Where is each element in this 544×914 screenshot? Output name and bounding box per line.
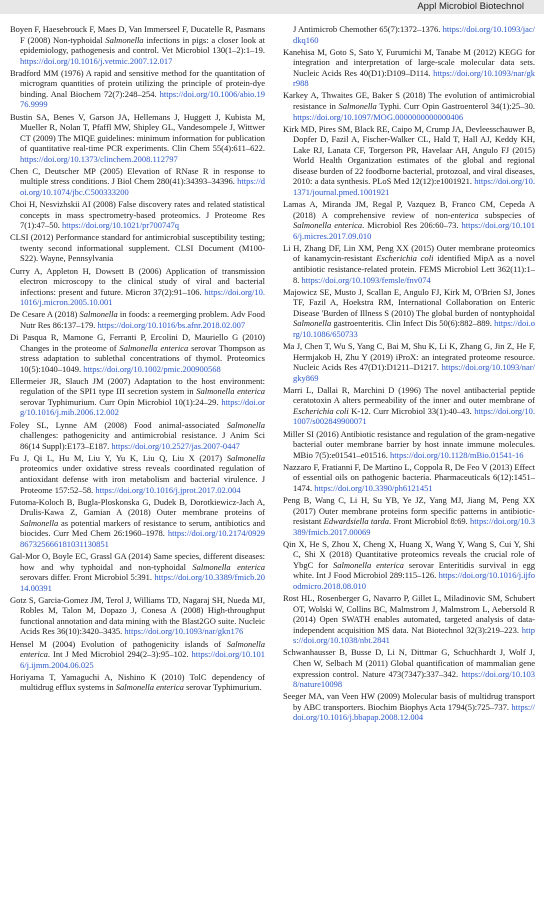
reference-italic-text: Salmonella (226, 452, 265, 463)
reference-text: Hensel M (2004) Evolution of pathogenicity islands of (10, 638, 227, 649)
reference-text: Gotz S, Garcia-Gomez JM, Terol J, Williams TD, Nagaraj SH, Nueda MJ, Robles M, Talon M, Dopazo J, Conesa A (2008) High-throughput functional annotation and data mining with the Blast2GO suite. Nucleic Acids Res 36(10):3420–3435. (10, 594, 265, 637)
reference-text: serovar Enteritidis survival in egg white. Int J Food Microbiol 289:115–126. (293, 559, 535, 581)
reference-entry (283, 199, 535, 241)
reference-italic-text: Salmonella (226, 419, 265, 430)
doi-link[interactable]: https://doi.org/10.1016/j.micres.2017.09.010 (293, 220, 535, 241)
reference-entry (283, 647, 535, 689)
doi-link[interactable]: https://doi.org/10.1002/pmic.200900568 (83, 363, 221, 374)
reference-entry (283, 495, 535, 537)
doi-link[interactable]: https://doi.org/10.1016/j.vetmic.2007.12.017 (20, 55, 173, 66)
doi-link[interactable]: https://doi.org/10.1038/nbt.2841 (293, 624, 535, 646)
reference-text: Nazzaro F, Fratianni F, De Martino L, Coppola R, De Feo V (2013) Effect of essential oils on pathogenic bacteria. Pharmaceuticals 6(12):1451–1474. (283, 461, 535, 493)
reference-text: Seeger MA, van Veen HW (2009) Molecular basis of multidrug transport by ABC transporters. Biochim Biophys Acta 1794(5):725–737. (283, 691, 535, 712)
doi-link[interactable]: https://doi.org/10.1007/s002849900071 (293, 405, 535, 427)
reference-italic-text: Salmonella enterica (115, 682, 184, 693)
reference-entry (10, 68, 265, 110)
reference-text: Schwanhausser B, Busse D, Li N, Dittmar G, Schuchhardt J, Wolf J, Chen W, Selbach M (2011) Global quantification of mammalian gene expression control. Nature 473(7347):337–342. (283, 647, 535, 679)
doi-link[interactable]: https://doi.org/10.1128/mBio.01541-16 (390, 449, 524, 460)
reference-text: Ma J, Chen T, Wu S, Yang C, Bai M, Shu K, Li K, Zhang G, Jin Z, He F, Hermjakob H, Zhu Y (2019) iProX: an integrated proteome resource. Nucleic Acids Res 47(D1):D1211–D1217. (283, 341, 535, 373)
reference-entry (283, 429, 535, 461)
reference-italic-text: Salmonella (105, 34, 144, 45)
reference-text: Typhi. Curr Opin Gastroenterol 34(1):25–30. (376, 101, 536, 112)
reference-text: Qin X, He S, Zhou X, Cheng X, Huang X, Wang Y, Wang S, Cui Y, Shi C, Shi X (2018) Quantitative proteomics reveals the crucial role of YbgC for (283, 538, 535, 570)
reference-text: De Cesare A (2018) (10, 309, 80, 320)
reference-entry (10, 376, 265, 418)
reference-entry (283, 47, 535, 89)
reference-text: CLSI (2012) Performance standard for antimicrobial susceptibility testing; twenty second informational supplement. CLSI Document (M100-S22). Wayne, Pennsylvania (10, 232, 265, 264)
reference-italic-text: Salmonella (293, 318, 332, 329)
reference-text: K-12. Curr Microbiol 33(1):40–43. (348, 405, 475, 416)
reference-text: challenges: pathogenicity and antimicrobial resistance. J Anim Sci 86(14 Suppl):E173–E187. (20, 430, 265, 451)
doi-link[interactable]: https://doi.org/10.1093/nar/gkr988 (293, 67, 535, 89)
reference-italic-text: Salmonella enterica (192, 561, 265, 572)
reference-text: Marri L, Dallai R, Marchini D (1996) The novel antibacterial peptide ceratotoxin A alters permeability of the inner and outer membrane of (283, 384, 535, 406)
doi-link[interactable]: https://doi.org/10.1016/j.ijmm.2004.06.025 (20, 649, 265, 670)
reference-text: Karkey A, Thwaites GE, Baker S (2018) The evolution of antimicrobial resistance in (283, 90, 535, 112)
reference-text: Ellermeier JR, Slauch JM (2007) Adaptation to the host environment: regulation of the SPI1 type III secretion system in (10, 375, 265, 397)
doi-link[interactable]: https://doi.org/10.3389/fmicb.2014.00391 (20, 572, 265, 593)
reference-text: Fu J, Qi L, Hu M, Liu Y, Yu K, Liu Q, Liu X (2017) (10, 452, 227, 463)
reference-column-left (10, 24, 265, 694)
reference-text: gastroenteritis. Clin Infect Dis 50(6):882–889. (331, 318, 495, 329)
reference-italic-text: Salmonella (338, 101, 377, 112)
doi-link[interactable]: https://doi.org/10.1093/jac/dkq160 (293, 24, 535, 45)
doi-link[interactable]: https://doi.org/10.1016/j.bbapap.2008.12.004 (293, 701, 535, 723)
reference-text: proteomics under oxidative stress reveals coordinated regulation of antioxidant defense with iron metabolism and bacterial virulence. J Proteome 157:52–58. (20, 463, 265, 495)
reference-text: infections in pigs: a closer look at epidemiology, pathogenesis and control. Vet Microbiol 130(1–2):1–19. (20, 34, 265, 56)
reference-text: Li H, Zhang DF, Lin XM, Peng XX (2015) Outer membrane proteomics of kanamycin-resistant (283, 242, 535, 264)
doi-link[interactable]: https://doi.org/10.1006/abio.1976.9999 (20, 88, 265, 110)
reference-text: serovar Thompson as stress adaptation to sublethal concentrations of thymol. Proteomics 10(5):1040–1049. (20, 342, 265, 374)
reference-entry (283, 287, 535, 340)
doi-link[interactable]: https://doi.org/10.1016/j.ijfoodmicro.2018.08.010 (293, 570, 535, 592)
reference-italic-text: Escherichia coli (376, 253, 434, 264)
reference-entry (283, 90, 535, 122)
doi-link[interactable]: https://doi.org/10.1371/journal.pmed.1001921 (293, 176, 535, 197)
reference-text: Chen C, Deutscher MP (2005) Elevation of RNase R in response to multiple stress conditions. J Biol Chem 280(41):34393–34396. (10, 165, 265, 187)
reference-entry (10, 497, 265, 550)
doi-link[interactable]: https://doi.org/10.1016/j.micron.2005.10.001 (20, 286, 265, 308)
reference-column-right (283, 24, 535, 725)
reference-text: J Antimicrob Chemother 65(7):1372–1376. (293, 24, 443, 34)
reference-italic-text: Salmonella enterica (20, 638, 265, 660)
reference-text: . Front Microbiol 8:69. (389, 516, 470, 527)
doi-link[interactable]: https://doi.org/10.1097/MOG.0000000000000406 (293, 111, 464, 122)
reference-text: as potential markers of resistance to serum, antibiotics and biocides. Curr Med Chem 26:1960–1978. (20, 517, 265, 539)
reference-entry (10, 266, 265, 308)
doi-link[interactable]: https://doi.org/10.1086/650733 (293, 318, 535, 339)
reference-entry (10, 199, 265, 231)
doi-link[interactable]: https://doi.org/10.2174/0929867325666181031130851 (20, 528, 265, 549)
reference-entry (283, 243, 535, 285)
reference-text: Kirk MD, Pires SM, Black RE, Caipo M, Crump JA, Devleesschauwer B, Dopfer D, Fazil A, Fischer-Walker CL, Hald T, Hall AJ, Keddy KH, Lake RJ, Lanata CF, Torgerson PR, Havelaar AH, Angulo FJ (2015) World Health Organization estimates of the global and regional disease burden of 22 foodborne bacterial, protozoal, and viral diseases, 2010: a data synthesis. PLoS Med 12(12):e1001921. (283, 123, 535, 187)
reference-text: Foley SL, Lynne AM (2008) Food animal-associated (10, 419, 227, 430)
reference-text: Gal-Mor O, Boyle EC, Grassl GA (2014) Same species, different diseases: how and why typhoidal and non-typhoidal (10, 550, 265, 572)
doi-link[interactable]: https://doi.org/10.1016/j.mib.2006.12.002 (20, 396, 265, 418)
doi-link[interactable]: https://doi.org/10.1016/bs.afnr.2018.02.007 (97, 319, 246, 330)
reference-entry (10, 639, 265, 671)
reference-text: serovar Typhimurium. (183, 682, 262, 693)
reference-text: in foods: a reemerging problem. Adv Food Nutr Res 86:137–179. (20, 309, 265, 330)
reference-text: Rost HL, Rosenberger G, Navarro P, Gillet L, Miladinovic SM, Schubert OT, Wolski W, Collins BC, Malmstrom J, Malmstrom L, Aebersold R (2014) Open SWATH enables automated, targeted analysis of data-independent acquisition MS data. Nat Biotechnol 32(3):219–223. (283, 593, 535, 635)
reference-italic-text: Salmonella (79, 309, 118, 320)
reference-text: Choi H, Nesvizhskii AI (2008) False discovery rates and related statistical concepts in mass spectrometry-based proteomics. J Proteome Res 7(1):47–50. (10, 199, 265, 231)
reference-entry (10, 166, 265, 198)
doi-link[interactable]: https://doi.org/10.1038/nature10098 (293, 668, 535, 690)
reference-entry (10, 420, 265, 452)
reference-entry (283, 462, 535, 494)
reference-text: Horiyama T, Yamaguchi A, Nishino K (2010) TolC dependency of multidrug efflux systems in (10, 671, 265, 693)
reference-text: Curry A, Appleton H, Dowsett B (2006) Application of transmission electron microscopy to the clinical study of viral and bacterial infections: present and future. Micron 37(2):91–106. (10, 265, 265, 297)
doi-link[interactable]: https://doi.org/10.1074/jbc.C500333200 (20, 176, 265, 197)
doi-link[interactable]: https://doi.org/10.1021/pr700747q (62, 220, 179, 231)
journal-name: Appl Microbiol Biotechnol (417, 1, 524, 12)
doi-link[interactable]: https://doi.org/10.1093/nar/gkn176 (124, 626, 244, 637)
reference-text: Miller SI (2016) Antibiotic resistance and regulation of the gram-negative bacterial outer membrane barrier by host innate immune molecules. MBio 7(5):e01541–e01516. (283, 428, 535, 460)
reference-text: identified MipA as a novel antibiotic resistance-related protein. FEMS Microbiol Lett 362(11):1–8. (293, 253, 535, 285)
doi-link[interactable]: https://doi.org/10.1016/j.jprot.2017.02.004 (95, 484, 241, 495)
reference-entry (10, 453, 265, 495)
reference-entry (283, 24, 535, 45)
reference-italic-text: Edwardsiella tarda (323, 516, 390, 527)
reference-entry (283, 341, 535, 383)
reference-entry (283, 691, 535, 723)
reference-entry (10, 672, 265, 693)
reference-entry (283, 385, 535, 427)
reference-entry (10, 232, 265, 264)
reference-entry (10, 551, 265, 593)
reference-italic-text: Salmonella (20, 517, 59, 528)
doi-link[interactable]: https://doi.org/10.2527/jas.2007-0447 (111, 440, 240, 451)
reference-italic-text: Escherichia coli (293, 405, 349, 416)
reference-text: Majowicz SE, Musto J, Scallan E, Angulo FJ, Kirk M, O'Brien SJ, Jones TF, Fazil A, Hoekstra RM, International Collaboration on Enteric Disease 'Burden of Illness S (2010) The global burden of nontyphoidal (283, 286, 535, 318)
reference-entry (10, 309, 265, 330)
reference-italic-text: Salmonella enterica (196, 386, 265, 397)
doi-link[interactable]: https://doi.org/10.3390/ph6121451 (314, 482, 433, 493)
reference-entry (283, 124, 535, 198)
reference-italic-text: Salmonella enterica (293, 220, 363, 231)
reference-text: Peng B, Wang C, Li H, Su YB, Ye JZ, Yang MJ, Jiang M, Peng XX (2017) Outer membrane proteins form specific patterns in antibiotic-resistant (283, 495, 535, 527)
doi-link[interactable]: https://doi.org/10.1373/clinchem.2008.112797 (20, 153, 178, 164)
reference-italic-text: enterica (450, 209, 479, 220)
reference-text: Boyen F, Haesebrouck F, Maes D, Van Immerseel F, Ducatelle R, Pasmans F (2008) Non-typhoidal (10, 24, 265, 45)
reference-text: serovar Typhimurium. Curr Opin Microbiol 10(1):24–29. (20, 396, 222, 407)
reference-entry (283, 593, 535, 646)
reference-text: . Int J Med Microbiol 294(2–3):95–102. (47, 649, 192, 660)
reference-text: Di Pasqua R, Mamone G, Ferranti P, Ercolini D, Mauriello G (2010) Changes in the proteome of (10, 332, 265, 353)
reference-text: Bradford MM (1976) A rapid and sensitive method for the quantitation of microgram quantities of protein utilizing the principle of protein-dye binding. Anal Biochem 72(7):248–254. (10, 67, 265, 99)
reference-text: serovars differ. Front Microbiol 5:391. (20, 572, 155, 583)
reference-entry (283, 539, 535, 592)
doi-link[interactable]: https://doi.org/10.3389/fmicb.2017.00069 (293, 516, 536, 537)
reference-entry (10, 24, 265, 66)
reference-text: . Microbiol Res 206:60–73. (362, 220, 462, 231)
doi-link[interactable]: https://doi.org/10.1093/nar/gky869 (293, 362, 535, 383)
reference-text: Bustin SA, Benes V, Garson JA, Hellemans J, Huggett J, Kubista M, Mueller R, Nolan T, Pfaffl MW, Shipley GL, Vandesompele J, Wittwer CT (2009) The MIQE guidelines: minimum information for publication of quantitative real-time PCR experiments. Clin Chem 55(4):611–622. (10, 111, 265, 154)
reference-text: subspecies of (478, 209, 535, 220)
reference-text: Lamas A, Miranda JM, Regal P, Vazquez B, Franco CM, Cepeda A (2018) A comprehensive review of non- (283, 199, 535, 220)
reference-text: Futoma-Koloch B, Bugla-Ploskonska G, Dudek B, Dorotkiewicz-Jach A, Drulis-Kawa Z, Gamian A (2018) Outer membrane proteins of (10, 496, 265, 518)
reference-entry (10, 112, 265, 165)
reference-italic-text: Salmonella enterica (119, 342, 189, 353)
doi-link[interactable]: https://doi.org/10.1093/femsle/fnv074 (301, 274, 431, 285)
reference-text: Kanehisa M, Goto S, Sato Y, Furumichi M, Tanabe M (2012) KEGG for integration and interpretation of large-scale molecular data sets. Nucleic Acids Res 40(D1):D109–D114. (283, 46, 535, 78)
reference-italic-text: Salmonella enterica (332, 559, 404, 570)
reference-entry (10, 595, 265, 637)
reference-entry (10, 332, 265, 374)
running-header (0, 0, 544, 14)
